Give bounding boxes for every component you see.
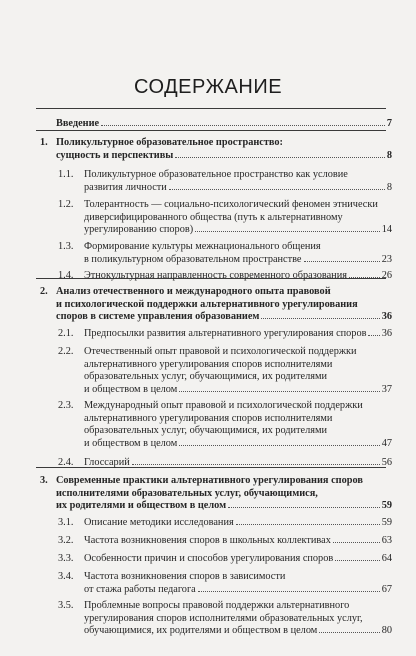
toc-entry-text [84, 169, 392, 194]
toc-entry-number: 2.1. [58, 328, 74, 339]
toc-entry-text [84, 553, 392, 566]
toc-entry-line: Частота возникновения споров в зависимости [84, 571, 286, 582]
toc-entry-line: Глоссарий [84, 457, 130, 468]
toc-page-number: 36 [381, 311, 392, 323]
toc-entry-line: диверсифицированного общества (путь к альтернативному [84, 211, 343, 223]
toc-entry-number: 3.4. [58, 571, 74, 582]
toc-entry-line: и обществом в целом [84, 383, 178, 395]
toc-entry-line: и обществом в целом [84, 437, 178, 449]
toc-entry-number: 3. [40, 475, 48, 486]
toc-entry-number: 2.4. [58, 457, 74, 468]
toc-entry-text [84, 328, 392, 341]
toc-entry-line: их родителями и обществом в целом [56, 500, 227, 512]
toc-entry-text [56, 137, 392, 162]
toc-entry-line: обучающимися, их родителями и обществом в целом [84, 625, 318, 637]
leader-dots [304, 261, 380, 262]
toc-entry-line: Частота возникновения споров в школьных коллективах [84, 535, 331, 546]
toc-entry-number: 1. [40, 137, 48, 148]
toc-entry-number: 3.5. [58, 600, 74, 611]
toc-page-number: 59 [381, 500, 392, 512]
toc-page-number: 56 [381, 457, 392, 468]
toc-entry-line: и психологической поддержки альтернативного урегулирования [56, 298, 358, 310]
toc-entry-line: Формирование культуры межнационального общения [84, 241, 321, 252]
toc-entry-line: Проблемные вопросы правовой поддержки альтернативного [84, 600, 350, 611]
toc-entry-number: 2. [40, 286, 48, 297]
leader-dots [349, 277, 380, 278]
leader-dots [195, 231, 380, 232]
toc-entry-line: сущность и перспективы [56, 149, 174, 161]
leader-dots [261, 318, 379, 319]
toc-page-number: 36 [381, 328, 392, 339]
toc-entry-number: 1.3. [58, 241, 74, 252]
toc-entry-number: 3.3. [58, 553, 74, 564]
toc-entry-text [56, 118, 392, 131]
toc-page-number: 67 [381, 583, 392, 595]
toc-page-number: 7 [386, 118, 392, 129]
leader-dots [198, 591, 380, 592]
toc-entry-text [56, 475, 392, 513]
toc-entry-text [84, 517, 392, 530]
toc-entry-line: альтернативного урегулирования споров исполнителями [84, 412, 333, 424]
toc-page-number: 23 [381, 253, 392, 265]
leader-dots [179, 391, 379, 392]
toc-entry-text [84, 199, 392, 237]
leader-dots [179, 445, 379, 446]
toc-entry-text [84, 457, 392, 470]
toc-page-number: 14 [381, 224, 392, 236]
toc-page-number: 37 [381, 383, 392, 395]
toc-entry-line: Поликультурное образовательное пространство: [56, 137, 283, 148]
leader-dots [169, 189, 385, 190]
toc-entry-line: образовательных услуг, обучающимися, их родителями [84, 371, 328, 383]
leader-dots [175, 157, 385, 158]
leader-dots [335, 560, 379, 561]
toc-entry-text [84, 535, 392, 548]
toc-entry-line: исполнителями образовательных услуг, обучающимися, [56, 487, 318, 499]
toc-page-number: 8 [386, 181, 392, 193]
toc-entry-number: 1.1. [58, 169, 74, 180]
toc-entry-line: Описание методики исследования [84, 517, 234, 528]
toc-page-number: 63 [381, 535, 392, 546]
toc-entry-line: Современные практики альтернативного урегулирования споров [56, 475, 363, 486]
leader-dots [333, 542, 380, 543]
toc-entry-line: урегулированию споров) [84, 224, 194, 236]
toc-entry-line: Введение [56, 118, 100, 129]
toc-entry-number: 1.4. [58, 270, 74, 281]
toc-entry-line: Этнокультурная направленность современного образования [84, 270, 347, 281]
toc-page-number: 26 [381, 270, 392, 281]
leader-dots [368, 335, 379, 336]
toc-entry-line: от стажа работы педагога [84, 583, 196, 595]
leader-dots [132, 464, 380, 465]
leader-dots [101, 125, 385, 126]
toc-entry-line: альтернативного урегулирования споров исполнителями [84, 358, 333, 370]
toc-page-number: 64 [381, 553, 392, 564]
toc-entry-number: 2.3. [58, 400, 74, 411]
toc-entry-text [84, 346, 392, 396]
toc-entry-text [84, 241, 392, 266]
leader-dots [228, 507, 380, 508]
toc-entry-number: 2.2. [58, 346, 74, 357]
toc-entry-line: Особенности причин и способов урегулирования споров [84, 553, 334, 564]
toc-entry-line: Поликультурное образовательное пространство как условие [84, 169, 348, 180]
toc-entry-number: 3.2. [58, 535, 74, 546]
toc-entry-line: Предпосылки развития альтернативного урегулирования споров [84, 328, 367, 339]
toc-entry-line: в поликультурном образовательном пространстве [84, 253, 302, 265]
toc-entry-text [84, 600, 392, 638]
toc-entry-number: 3.1. [58, 517, 74, 528]
toc-entry-line: развития личности [84, 181, 167, 193]
toc-entry-line: урегулирования споров исполнителями образовательных услуг, [84, 612, 363, 624]
toc-entry-text [56, 286, 392, 324]
toc-entry-line: Отечественный опыт правовой и психологической поддержки [84, 346, 357, 357]
toc-page-number: 8 [386, 149, 392, 161]
toc-entry-text [84, 400, 392, 450]
toc-entry-text [84, 270, 392, 283]
toc-entry-line: Толерантность — социально-психологический феномен этнически [84, 199, 378, 210]
toc-entry-line: Международный опыт правовой и психологической поддержки [84, 400, 363, 411]
toc-entry-line: споров в системе управления образованием [56, 311, 260, 323]
section-divider [36, 108, 386, 109]
toc-entry-text [84, 571, 392, 596]
toc-page-number: 47 [381, 437, 392, 449]
toc-entry-number: 1.2. [58, 199, 74, 210]
toc-page-number: 80 [381, 625, 392, 637]
leader-dots [319, 632, 379, 633]
toc-entry-line: образовательных услуг, обучающимися, их родителями [84, 425, 328, 437]
leader-dots [236, 524, 380, 525]
page-title: СОДЕРЖАНИЕ [133, 76, 283, 98]
toc-entry-line: Анализ отечественного и международного опыта правовой [56, 286, 331, 297]
toc-page-number: 59 [381, 517, 392, 528]
